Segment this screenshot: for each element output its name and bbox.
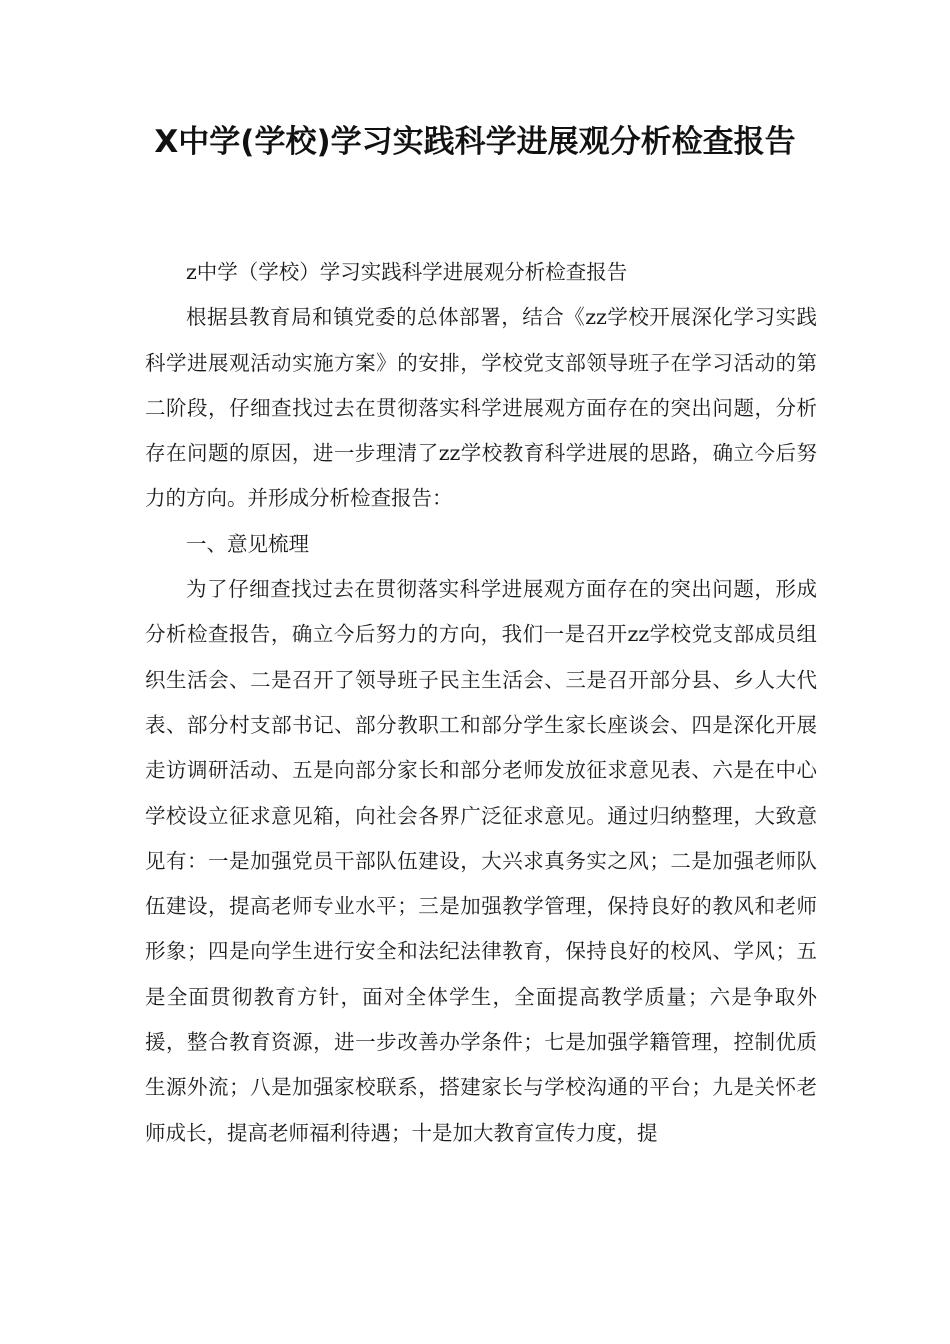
document-title: X中学(学校)学习实践科学进展观分析检查报告	[154, 124, 796, 160]
section-heading-opinions: 一、意见梳理	[186, 531, 309, 556]
paragraph-opinions: 为了仔细查找过去在贯彻落实科学进展观方面存在的突出问题，形成分析检查报告，确立今后努力的方向，我们一是召开zz学校党支部成员组织生活会、二是召开了领导班子民主生活会、三是召开部分县、乡人大代表、部分村支部书记、部分教职工和部分学生家长座谈会、四是深化开展走访调研活动、五是向部分家长和部分老师发放征求意见表、六是在中心学校设立征求意见箱，向社会各界广泛征求意见。通过归纳整理，大致意见有：一是加强党员干部队伍建设，大兴求真务实之风；二是加强老师队伍建设，提高老师专业水平；三是加强教学管理，保持良好的教风和老师形象；四是向学生进行安全和法纪法律教育，保持良好的校风、学风；五是全面贯彻教育方针，面对全体学生，全面提高教学质量；六是争取外援，整合教育资源，进一步改善办学条件；七是加强学籍管理，控制优质生源外流；八是加强家校联系，搭建家长与学校沟通的平台；九是关怀老师成长，提高老师福利待遇；十是加大教育宣传力度，提	[145, 577, 817, 1145]
paragraph-intro: 根据县教育局和镇党委的总体部署，结合《zz学校开展深化学习实践科学进展观活动实施方案》的安排，学校党支部领导班子在学习活动的第二阶段，仔细查找过去在贯彻落实科学进展观方面存在的突出问题，分析存在问题的原因，进一步理清了zz学校教育科学进展的思路，确立今后努力的方向。并形成分析检查报告：	[145, 305, 817, 511]
document-subtitle: z中学（学校）学习实践科学进展观分析检查报告	[186, 260, 628, 284]
document-body	[145, 250, 817, 1156]
